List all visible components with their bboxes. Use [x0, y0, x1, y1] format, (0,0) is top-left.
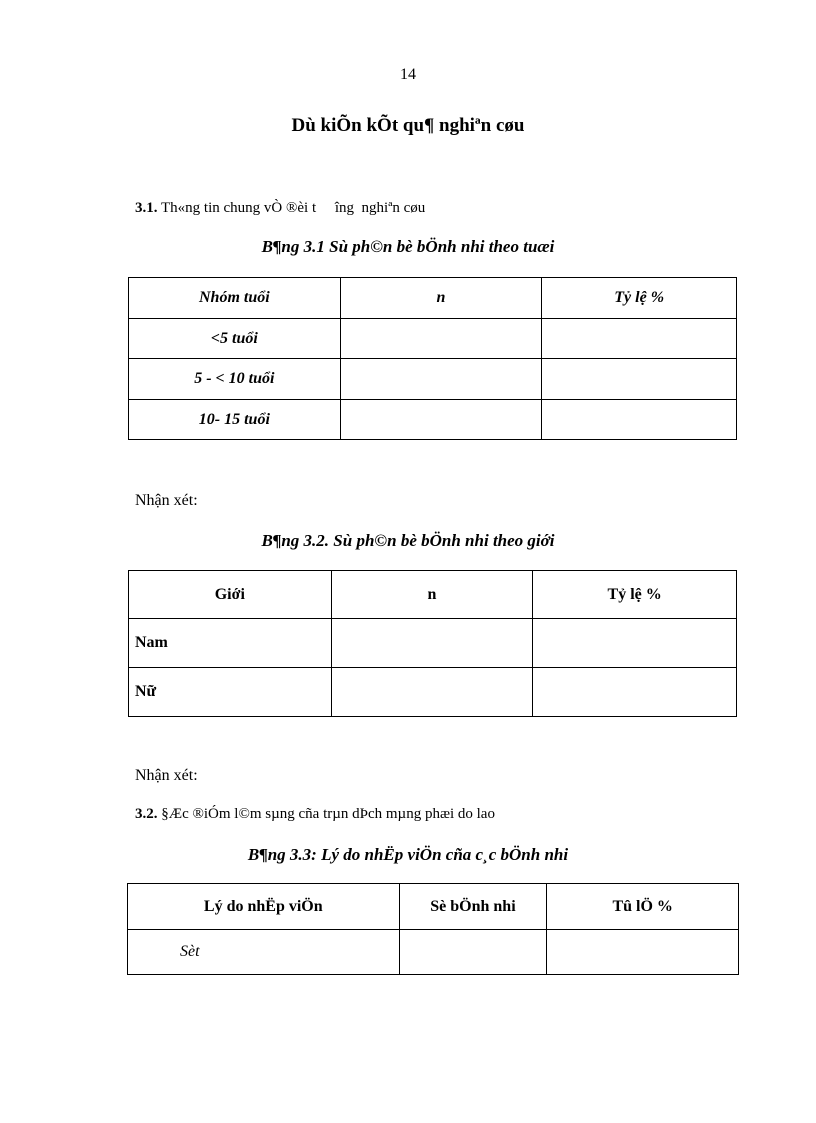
- row-label: Nam: [129, 619, 332, 668]
- row-label: Nữ: [129, 668, 332, 717]
- table-cell: [340, 400, 542, 440]
- table-1-caption: B¶ng 3.1 Sù ph©n bè bÖnh nhi theo tuæi: [261, 237, 555, 256]
- row-label: 10- 15 tuổi: [129, 400, 341, 440]
- column-header: Giới: [129, 571, 332, 619]
- remark-label: Nhận xét:: [135, 767, 198, 784]
- column-header: n: [331, 571, 533, 619]
- table-row: [129, 359, 737, 400]
- table-cell: [542, 400, 737, 440]
- table-row: [129, 619, 737, 668]
- row-label: 5 - < 10 tuổi: [129, 359, 341, 400]
- table-cell: [340, 359, 542, 400]
- column-header: Tû lÖ %: [547, 884, 739, 930]
- column-header: Nhóm tuổi: [129, 278, 341, 319]
- table-cell: [533, 619, 737, 668]
- section-number: 3.2.: [135, 806, 158, 822]
- column-header: Tỷ lệ %: [533, 571, 737, 619]
- table-cell: [331, 619, 533, 668]
- section-text: Th«ng tin chung vÒ ®èi t îng nghiªn cøu: [160, 200, 426, 216]
- column-header: Lý do nhËp viÖn: [128, 884, 400, 930]
- table-cell: [340, 319, 542, 359]
- remark-label: Nhận xét:: [135, 492, 198, 509]
- table-2-caption: B¶ng 3.2. Sù ph©n bè bÖnh nhi theo giới: [261, 531, 555, 550]
- table-row: [129, 400, 737, 440]
- table-row: [128, 930, 739, 975]
- table-3-caption: B¶ng 3.3: Lý do nhËp viÖn cña c¸c bÖnh nhi: [247, 845, 569, 864]
- section-text: §Æc ®iÓm l©m sµng cña trµn dÞch mµng phæi do lao: [161, 806, 495, 822]
- table-cell: [399, 930, 547, 975]
- gender-distribution-table: [128, 570, 737, 717]
- table-cell: [533, 668, 737, 717]
- page-title: Dù kiÕn kÕt qu¶ nghiªn cøu: [291, 115, 525, 136]
- section-heading-3-2: [135, 806, 495, 823]
- column-header: n: [340, 278, 542, 319]
- table-row: [129, 668, 737, 717]
- table-header-row: [128, 884, 739, 930]
- table-row: [129, 319, 737, 359]
- table-cell: [542, 359, 737, 400]
- table-cell: [547, 930, 739, 975]
- column-header: Tỷ lệ %: [542, 278, 737, 319]
- row-label: <5 tuổi: [129, 319, 341, 359]
- table-cell: [331, 668, 533, 717]
- column-header: Sè bÖnh nhi: [399, 884, 547, 930]
- table-header-row: [129, 278, 737, 319]
- table-cell: [542, 319, 737, 359]
- table-header-row: [129, 571, 737, 619]
- row-label: Sèt: [128, 930, 400, 975]
- age-distribution-table: [128, 277, 737, 440]
- section-heading-3-1: [135, 200, 425, 217]
- page-number: 14: [400, 66, 416, 83]
- admission-reason-table: [127, 883, 739, 975]
- section-number: 3.1.: [135, 200, 158, 216]
